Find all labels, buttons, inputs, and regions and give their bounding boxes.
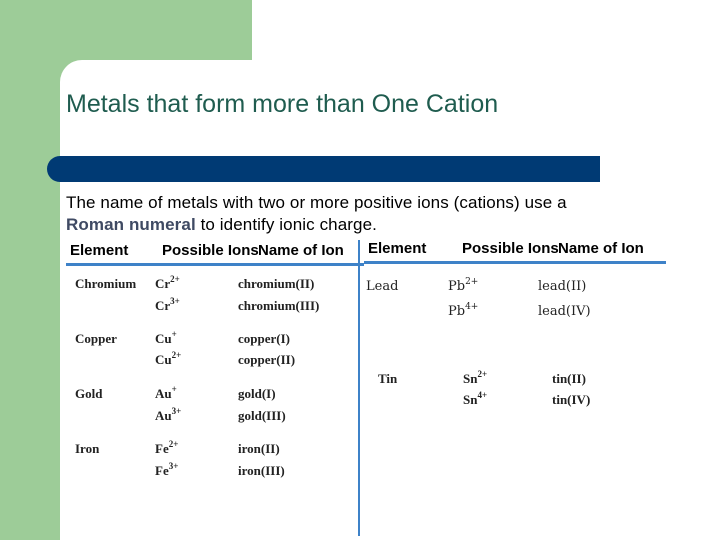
table-cell-ion: $Au^{3+}$ — [155, 406, 182, 423]
right-header-rule — [364, 261, 666, 264]
intro-highlight: Roman numeral — [66, 215, 196, 234]
slide-title: Metals that form more than One Cation — [66, 90, 499, 118]
table-cell-name: iron(II) — [238, 441, 280, 456]
table-cell-name: iron(III) — [238, 463, 285, 478]
table-cell-name: copper(II) — [238, 352, 296, 367]
table-cell-ion: $Fe^{3+}$ — [155, 461, 179, 478]
table-cell-ion: $Sn^{2+}$ — [463, 369, 488, 386]
table-cell-ion: $Fe^{2+}$ — [155, 439, 179, 456]
table-cell-element: Tin — [378, 371, 398, 386]
table-cell-ion: $Pb^{2+}$ — [448, 277, 479, 294]
table-cell-element: Chromium — [75, 276, 137, 291]
table-cell-ion: Au+ — [155, 384, 177, 401]
intro-text-end: to identify ionic charge. — [195, 215, 377, 234]
table-cell-name: gold(I) — [238, 386, 276, 401]
table-cell-element: Iron — [75, 441, 100, 456]
table-cell-name: chromium(III) — [238, 298, 320, 313]
table-cell-name: tin(IV) — [552, 392, 591, 407]
intro-paragraph — [66, 192, 626, 236]
table-cell-name: lead(II) — [538, 279, 587, 294]
left-header-rule — [66, 263, 364, 266]
intro-text-start: The name of metals with two or more positive ions (cations) use a — [66, 193, 567, 212]
table-cell-ion: $Cr^{2+}$ — [155, 274, 180, 291]
table-cell-ion: $Pb^{4+}$ — [448, 302, 479, 319]
table-divider — [358, 240, 360, 536]
table-cell-ion: $Cu^{2+}$ — [155, 350, 182, 367]
table-cell-name: tin(II) — [552, 371, 586, 386]
table-cell-ion: $Sn^{4+}$ — [463, 390, 488, 407]
left-header-ions: Possible Ions — [162, 242, 259, 259]
table-cell-name: copper(I) — [238, 331, 290, 346]
right-header-ions: Possible Ions — [462, 240, 559, 257]
table-cell-element: Lead — [366, 279, 399, 294]
table-cell-name: gold(III) — [238, 408, 286, 423]
right-header-element: Element — [368, 240, 427, 257]
table-cell-element: Copper — [75, 331, 117, 346]
left-header-element: Element — [70, 242, 129, 259]
right-header-name: Name of Ion — [558, 240, 644, 257]
table-cell-name: lead(IV) — [538, 304, 591, 319]
table-cell-name: chromium(II) — [238, 276, 315, 291]
table-cell-ion: $Cr^{3+}$ — [155, 296, 180, 313]
title-divider — [47, 156, 600, 182]
table-cell-element: Gold — [75, 386, 103, 401]
left-header-name: Name of Ion — [258, 242, 344, 259]
table-cell-ion: Cu+ — [155, 329, 177, 346]
